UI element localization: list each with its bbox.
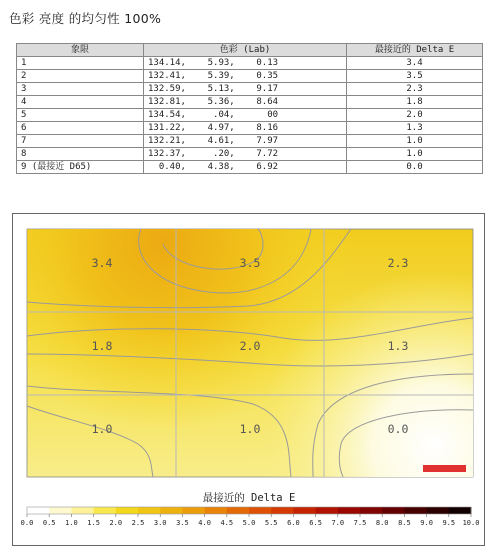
scale-tick-label: 8.0 <box>375 519 389 527</box>
heatmap-plot <box>27 229 473 477</box>
delta-cell: 3.4 <box>347 57 483 70</box>
quadrant-cell: 1 <box>17 57 144 70</box>
scale-swatch <box>205 507 228 514</box>
scale-swatch <box>404 507 427 514</box>
scale-swatch <box>227 507 250 514</box>
delta-cell: 2.3 <box>347 83 483 96</box>
scale-tick-labels <box>21 514 480 527</box>
scale-swatch <box>271 507 294 514</box>
table-row <box>17 96 483 109</box>
scale-swatch <box>94 507 117 514</box>
grid-label-q4: 1.8 <box>91 339 113 353</box>
scale-tick-label: 8.5 <box>398 519 411 527</box>
scale-swatch <box>116 507 139 514</box>
uniformity-chart <box>12 213 485 546</box>
grid-label-q6: 1.3 <box>387 339 409 353</box>
grid-label-q8: 1.0 <box>239 422 261 436</box>
quadrant-cell: 8 <box>17 148 144 161</box>
scale-swatch <box>449 507 472 514</box>
delta-cell: 1.3 <box>347 122 483 135</box>
delta-cell: 1.8 <box>347 96 483 109</box>
scale-swatches <box>27 507 472 514</box>
scale-tick-label: 5.0 <box>242 519 256 527</box>
scale-swatch <box>27 507 50 514</box>
table-row <box>17 83 483 96</box>
scale-tick-label: 3.0 <box>153 519 167 527</box>
table-row <box>17 161 483 174</box>
scale-tick-label: 1.0 <box>65 519 78 527</box>
delta-cell: 0.0 <box>347 161 483 174</box>
page-title: 色彩 亮度 的均匀性 100% <box>9 11 162 26</box>
reference-marker <box>423 465 466 472</box>
scale-swatch <box>382 507 405 514</box>
grid-label-q5: 2.0 <box>239 339 261 353</box>
scale-tick-label: 7.0 <box>331 519 345 527</box>
grid-label-q2: 3.5 <box>239 256 261 270</box>
scale-swatch <box>49 507 72 514</box>
col-delta-header: 最接近的 Delta E <box>347 44 483 57</box>
scale-tick-label: 6.5 <box>309 519 322 527</box>
scale-swatch <box>249 507 272 514</box>
lab-table <box>16 43 483 174</box>
scale-swatch <box>338 507 361 514</box>
scale-tick-label: 0.0 <box>20 519 34 527</box>
scale-tick-label: 7.5 <box>353 519 367 527</box>
scale-tick-label: 9.0 <box>420 519 433 527</box>
scale-tick-label: 6.0 <box>287 519 300 527</box>
grid-label-q1: 3.4 <box>91 256 113 270</box>
scale-title: 最接近的 Delta E <box>202 492 296 504</box>
lab-cell: 132.41, 5.39, 0.35 <box>144 70 347 83</box>
quadrant-cell: 7 <box>17 135 144 148</box>
grid-label-q3: 2.3 <box>387 256 409 270</box>
scale-tick-label: 4.5 <box>220 519 234 527</box>
scale-tick-label: 4.0 <box>198 519 211 527</box>
delta-cell: 2.0 <box>347 109 483 122</box>
quadrant-cell: 3 <box>17 83 144 96</box>
lab-cell: 132.59, 5.13, 9.17 <box>144 83 347 96</box>
quadrant-cell: 6 <box>17 122 144 135</box>
scale-swatch <box>316 507 339 514</box>
scale-swatch <box>182 507 205 514</box>
table-row <box>17 148 483 161</box>
lab-cell: 132.37, .20, 7.72 <box>144 148 347 161</box>
lab-cell: 0.40, 4.38, 6.92 <box>144 161 347 174</box>
table-row <box>17 57 483 70</box>
col-quadrant-header: 象限 <box>17 44 144 57</box>
scale-swatch <box>293 507 316 514</box>
heatmap-svg <box>13 214 484 545</box>
delta-cell: 1.0 <box>347 148 483 161</box>
table-header-row <box>17 44 483 57</box>
table-row <box>17 109 483 122</box>
scale-tick-label: 3.5 <box>176 519 189 527</box>
scale-tick-label: 2.5 <box>131 519 145 527</box>
scale-tick-label: 9.5 <box>442 519 456 527</box>
scale-tick-label: 5.5 <box>264 519 278 527</box>
scale-tick-label: 10.0 <box>462 519 480 527</box>
lab-cell: 134.14, 5.93, 0.13 <box>144 57 347 70</box>
scale-swatch <box>138 507 161 514</box>
scale-swatch <box>160 507 183 514</box>
scale-tick-label: 0.5 <box>42 519 56 527</box>
quadrant-cell: 9 (最接近 D65) <box>17 161 144 174</box>
scale-tick-label: 2.0 <box>109 519 123 527</box>
table-row <box>17 122 483 135</box>
lab-cell: 132.81, 5.36, 8.64 <box>144 96 347 109</box>
lab-cell: 132.21, 4.61, 7.97 <box>144 135 347 148</box>
quadrant-cell: 2 <box>17 70 144 83</box>
color-scale <box>21 491 480 527</box>
scale-swatch <box>360 507 383 514</box>
lab-cell: 131.22, 4.97, 8.16 <box>144 122 347 135</box>
grid-label-q7: 1.0 <box>91 422 113 436</box>
col-lab-header: 色彩 (Lab) <box>144 44 347 57</box>
table-row <box>17 135 483 148</box>
scale-swatch <box>427 507 450 514</box>
table-row <box>17 70 483 83</box>
delta-cell: 1.0 <box>347 135 483 148</box>
grid-label-q9: 0.0 <box>387 422 409 436</box>
scale-tick-label: 1.5 <box>87 519 100 527</box>
scale-swatch <box>71 507 94 514</box>
delta-cell: 3.5 <box>347 70 483 83</box>
quadrant-cell: 4 <box>17 96 144 109</box>
lab-cell: 134.54, .04, 00 <box>144 109 347 122</box>
quadrant-cell: 5 <box>17 109 144 122</box>
